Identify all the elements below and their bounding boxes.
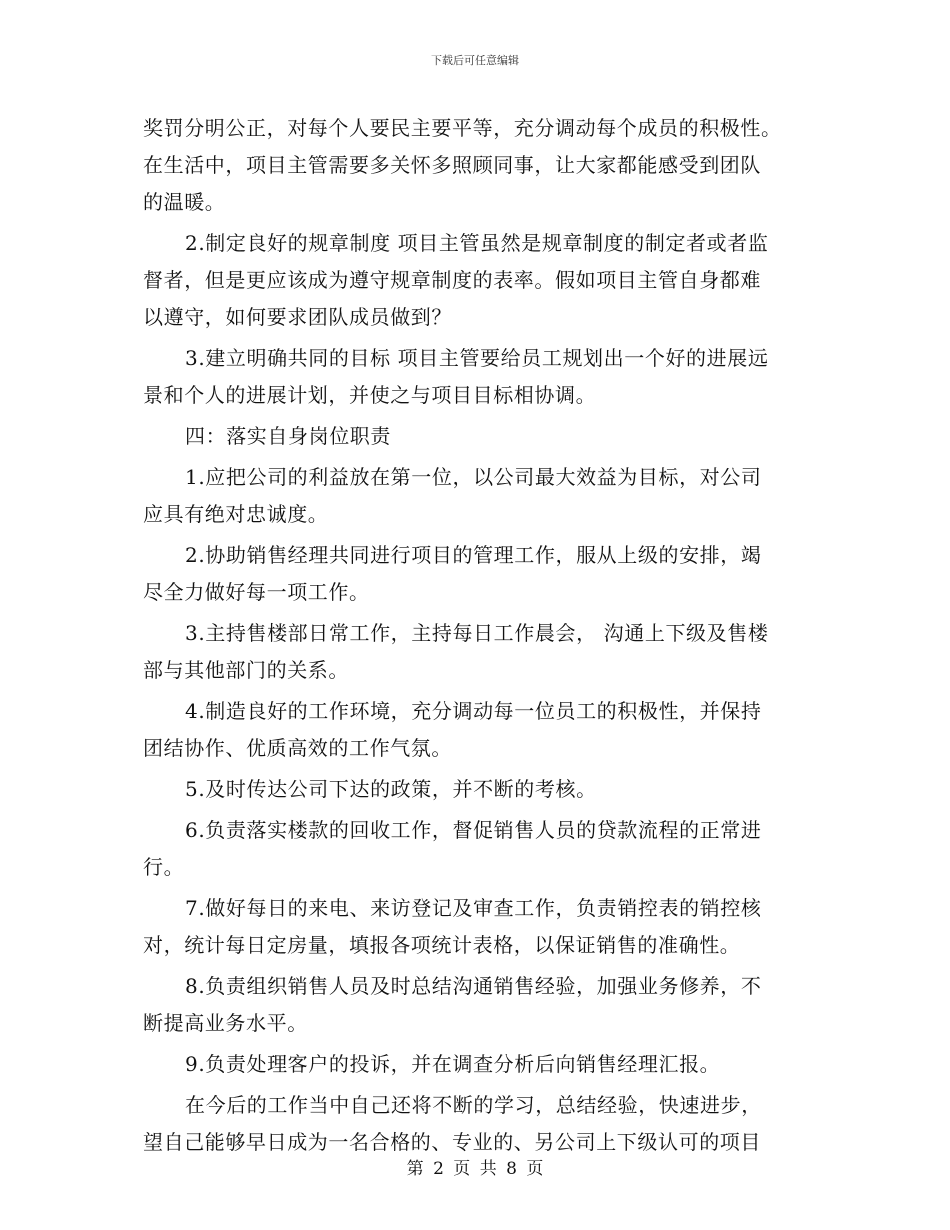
text-line: 督者，但是更应该成为遵守规章制度的表率。假如项目主管自身都难 <box>143 268 761 292</box>
text-line: 望自己能够早日成为一名合格的、专业的、另公司上下级认可的项目 <box>143 1130 761 1154</box>
text-line: 的温暖。 <box>143 190 226 214</box>
text-line: 2.协助销售经理共同进行项目的管理工作，服从上级的安排，竭 <box>185 543 762 567</box>
text-line: 2.制定良好的规章制度 项目主管虽然是规章制度的制定者或者监 <box>185 231 769 255</box>
paragraph <box>143 1046 808 1083</box>
text-line: 8.负责组织销售人员及时总结沟通销售经验，加强业务修养，不 <box>185 974 762 998</box>
text-line: 4.制造良好的工作环境，充分调动每一位员工的积极性，并保持 <box>185 699 762 723</box>
text-line: 以遵守，如何要求团队成员做到？ <box>143 305 452 329</box>
text-line: 6.负责落实楼款的回收工作，督促销售人员的贷款流程的正常进 <box>185 818 762 842</box>
text-line: 团结协作、优质高效的工作气氛。 <box>143 736 452 760</box>
paragraph <box>143 537 808 611</box>
paragraph <box>143 110 808 221</box>
paragraph <box>143 812 808 886</box>
text-line: 3.建立明确共同的目标 项目主管要给员工规划出一个好的进展远 <box>185 346 769 370</box>
paragraph <box>143 225 808 336</box>
text-line: 应具有绝对忠诚度。 <box>143 502 329 526</box>
text-line: 对，统计每日定房量，填报各项统计表格，以保证销售的准确性。 <box>143 933 741 957</box>
text-line: 在今后的工作当中自己还将不断的学习，总结经验，快速进步， <box>185 1093 762 1117</box>
paragraph <box>143 890 808 964</box>
document-body <box>143 110 808 1161</box>
paragraph <box>143 693 808 767</box>
text-line: 3.主持售楼部日常工作，主持每日工作晨会， 沟通上下级及售楼 <box>185 621 769 645</box>
text-line: 四：落实自身岗位职责 <box>185 424 391 448</box>
paragraph <box>143 418 808 455</box>
text-line: 1.应把公司的利益放在第一位，以公司最大效益为目标，对公司 <box>185 465 762 489</box>
text-line: 断提高业务水平。 <box>143 1011 308 1035</box>
paragraph <box>143 340 808 414</box>
page-footer: 第 2 页 共 8 页 <box>406 1159 544 1179</box>
text-line: 部与其他部门的关系。 <box>143 658 349 682</box>
text-line: 5.及时传达公司下达的政策，并不断的考核。 <box>185 777 597 801</box>
paragraph <box>143 968 808 1042</box>
text-line: 景和个人的进展计划，并使之与项目目标相协调。 <box>143 383 597 407</box>
text-line: 奖罚分明公正，对每个人要民主要平等，充分调动每个成员的积极性。 <box>143 116 782 140</box>
paragraph <box>143 1087 808 1161</box>
text-line: 尽全力做好每一项工作。 <box>143 580 370 604</box>
paragraph <box>143 459 808 533</box>
text-line: 9.负责处理客户的投诉，并在调查分析后向销售经理汇报。 <box>185 1052 721 1076</box>
page-header: 下载后可任意编辑 <box>431 54 519 67</box>
text-line: 在生活中，项目主管需要多关怀多照顾同事，让大家都能感受到团队 <box>143 153 761 177</box>
text-line: 7.做好每日的来电、来访登记及审查工作，负责销控表的销控核 <box>185 896 762 920</box>
paragraph <box>143 771 808 808</box>
text-line: 行。 <box>143 855 185 879</box>
paragraph <box>143 615 808 689</box>
